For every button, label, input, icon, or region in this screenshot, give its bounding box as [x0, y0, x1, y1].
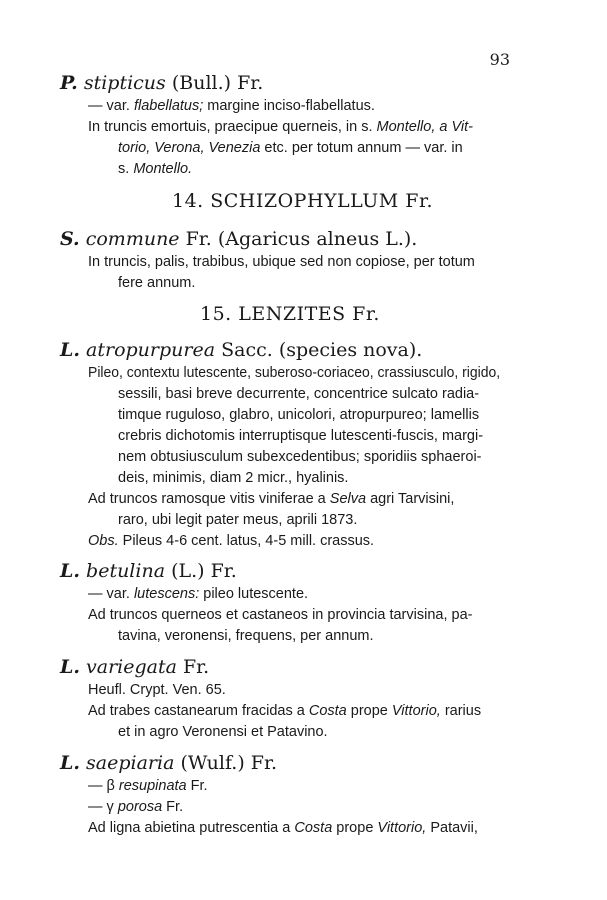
- text-line: Ad ligna abietina putrescentia a Costa prope Vittorio, Patavii,: [88, 820, 478, 836]
- text-line: — var. lutescens: pileo lutescente.: [88, 586, 309, 602]
- section-title-schizophyllum: 14. SCHIZOPHYLLUM Fr.: [172, 190, 433, 212]
- text-line: torio, Verona, Venezia etc. per totum annum — var. in: [118, 140, 463, 156]
- text-line: et in agro Veronensi et Patavino.: [118, 724, 328, 740]
- text-line: In truncis, palis, trabibus, ubique sed non copiose, per totum: [88, 254, 475, 270]
- text-line: tavina, veronensi, frequens, per annum.: [118, 628, 374, 644]
- entry-heading-variegata: L. variegata Fr.: [60, 656, 210, 678]
- text-line: Ad trabes castanearum fracidas a Costa prope Vittorio, rarius: [88, 703, 482, 719]
- entry-heading-stipticus: [60, 72, 263, 94]
- text-line: Heufl. Crypt. Ven. 65.: [88, 682, 226, 698]
- section-title-lenzites: 15. LENZITES Fr.: [200, 303, 380, 325]
- page-number: 93: [489, 50, 510, 69]
- text-line: crebris dichotomis interruptisque lutescenti-fuscis, margi-: [118, 428, 484, 444]
- entry-heading-saepiaria: L. saepiaria (Wulf.) Fr.: [60, 752, 278, 774]
- text-line: nem obtusiusculum subexcedentibus; sporidiis sphaeroi-: [118, 449, 482, 465]
- text-line: Ad truncos ramosque vitis viniferae a Selva agri Tarvisini,: [88, 491, 455, 507]
- text-line: raro, ubi legit pater meus, aprili 1873.: [118, 512, 358, 528]
- text-line: s. Montello.: [118, 161, 193, 177]
- text-line: timque ruguloso, glabro, unicolori, atropurpureo; lamellis: [118, 407, 480, 423]
- species-name: stipticus: [83, 72, 166, 94]
- text-line: — var. flabellatus; margine inciso-flabellatus.: [88, 98, 375, 114]
- text-line: fere annum.: [118, 275, 196, 291]
- text-line: sessili, basi breve decurrente, concentrice sulcato radia-: [118, 386, 480, 402]
- text-line: Ad truncos querneos et castaneos in provincia tarvisina, pa-: [88, 607, 473, 623]
- entry-heading-atropurpurea: L. atropurpurea Sacc. (species nova).: [60, 339, 423, 361]
- text-line: — β resupinata Fr.: [88, 778, 208, 794]
- authority: (Bull.) Fr.: [171, 72, 264, 94]
- text-line: deis, minimis, diam 2 micr., hyalinis.: [118, 470, 349, 486]
- entry-heading-commune: S. commune Fr. (Agaricus alneus L.).: [60, 228, 418, 250]
- text-line: — γ porosa Fr.: [88, 799, 184, 815]
- genus-abbrev: P.: [60, 72, 78, 94]
- entry-heading-betulina: L. betulina (L.) Fr.: [60, 560, 237, 582]
- text-line: Pileo, contextu lutescente, suberoso-coriaceo, crassiusculo, rigido,: [88, 365, 501, 381]
- text-line: In truncis emortuis, praecipue querneis, in s. Montello, a Vit-: [88, 119, 473, 135]
- text-line: Obs. Pileus 4-6 cent. latus, 4-5 mill. crassus.: [88, 533, 375, 549]
